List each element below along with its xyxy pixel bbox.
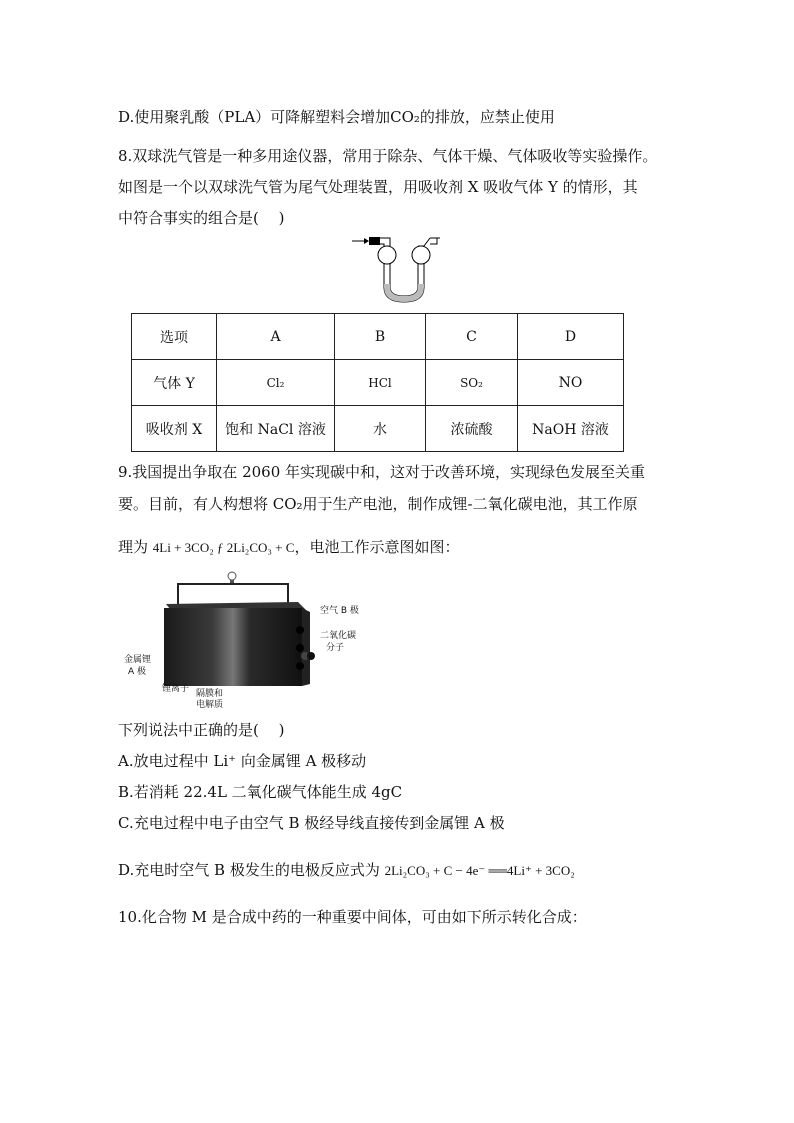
table-cell: SO₂ (426, 360, 518, 406)
header-cell: 选项 (132, 314, 217, 360)
header-cell: D (518, 314, 624, 360)
label-co2-line-2: 分子 (326, 643, 345, 653)
header-cell: A (217, 314, 335, 360)
header-cell: B (335, 314, 426, 360)
options-table (131, 313, 624, 452)
q10-text: 10.化合物 M 是合成中药的一种重要中间体，可由如下所示转化合成： (118, 908, 587, 926)
q9-option-a: A.放电过程中 Li⁺ 向金属锂 A 极移动 (118, 752, 367, 770)
q9-option-c: C.充电过程中电子由空气 B 极经导线直接传到金属锂 A 极 (118, 814, 505, 832)
q9-option-d-formula: 2Li₂CO₃ + C − 4e⁻ ══4Li⁺ + 3CO₂ (384, 863, 575, 878)
q7-option-d: D.使用聚乳酸（PLA）可降解塑料会增加CO₂的排放，应禁止使用 (118, 108, 555, 126)
q9-line-3-prefix: 理为 (118, 538, 153, 556)
table-cell: Cl₂ (217, 360, 335, 406)
table-row-gas (132, 360, 624, 406)
double-bulb-wash-tube-figure (350, 232, 445, 307)
table-cell: 吸收剂 X (132, 406, 217, 452)
table-cell: 气体 Y (132, 360, 217, 406)
q8-text-line-1: 8.双球洗气管是一种多用途仪器，常用于除杂、气体干燥、气体吸收等实验操作。 (118, 147, 658, 165)
lithium-co2-battery-figure (158, 568, 318, 688)
q9-option-b: B.若消耗 22.4L 二氧化碳气体能生成 4gC (118, 783, 403, 801)
q9-question: 下列说法中正确的是( ) (118, 721, 285, 739)
label-lithium-metal-line-2: A 极 (128, 667, 147, 677)
table-cell: 浓硫酸 (426, 406, 518, 452)
co2-molecule-icon (294, 648, 316, 664)
label-membrane-line-2: 电解质 (196, 700, 224, 710)
q9-text-line-1: 9.我国提出争取在 2060 年实现碳中和，这对于改善环境，实现绿色发展至关重 (118, 463, 646, 481)
q9-line-3-suffix: ，电池工作示意图如图： (294, 538, 460, 556)
q9-option-d (118, 859, 575, 880)
label-lithium-metal-line-1: 金属锂 (124, 655, 152, 665)
table-cell: 饱和 NaCl 溶液 (217, 406, 335, 452)
label-lithium-ion: 锂离子 (162, 684, 190, 694)
table-cell: HCl (335, 360, 426, 406)
q9-text-line-2: 要。目前，有人构想将 CO₂用于生产电池，制作成锂-二氧化碳电池，其工作原 (118, 495, 638, 513)
table-row-absorber (132, 406, 624, 452)
table-header-row (132, 314, 624, 360)
label-co2-line-1: 二氧化碳 (320, 631, 357, 641)
label-membrane-line-1: 隔膜和 (196, 689, 224, 699)
table-cell: 水 (335, 406, 426, 452)
label-air-b-electrode: 空气 B 极 (320, 606, 359, 616)
table-cell: NaOH 溶液 (518, 406, 624, 452)
header-cell: C (426, 314, 518, 360)
q9-option-d-text: D.充电时空气 B 极发生的电极反应式为 (118, 861, 385, 879)
q8-text-line-2: 如图是一个以双球洗气管为尾气处理装置，用吸收剂 X 吸收气体 Y 的情形，其 (118, 178, 638, 196)
q8-text-line-3: 中符合事实的组合是( ) (118, 209, 285, 227)
q9-text-line-3 (118, 536, 459, 557)
table-cell: NO (518, 360, 624, 406)
q9-reaction-formula: 4Li + 3CO₂ ƒ 2Li₂CO₃ + C (152, 540, 295, 555)
